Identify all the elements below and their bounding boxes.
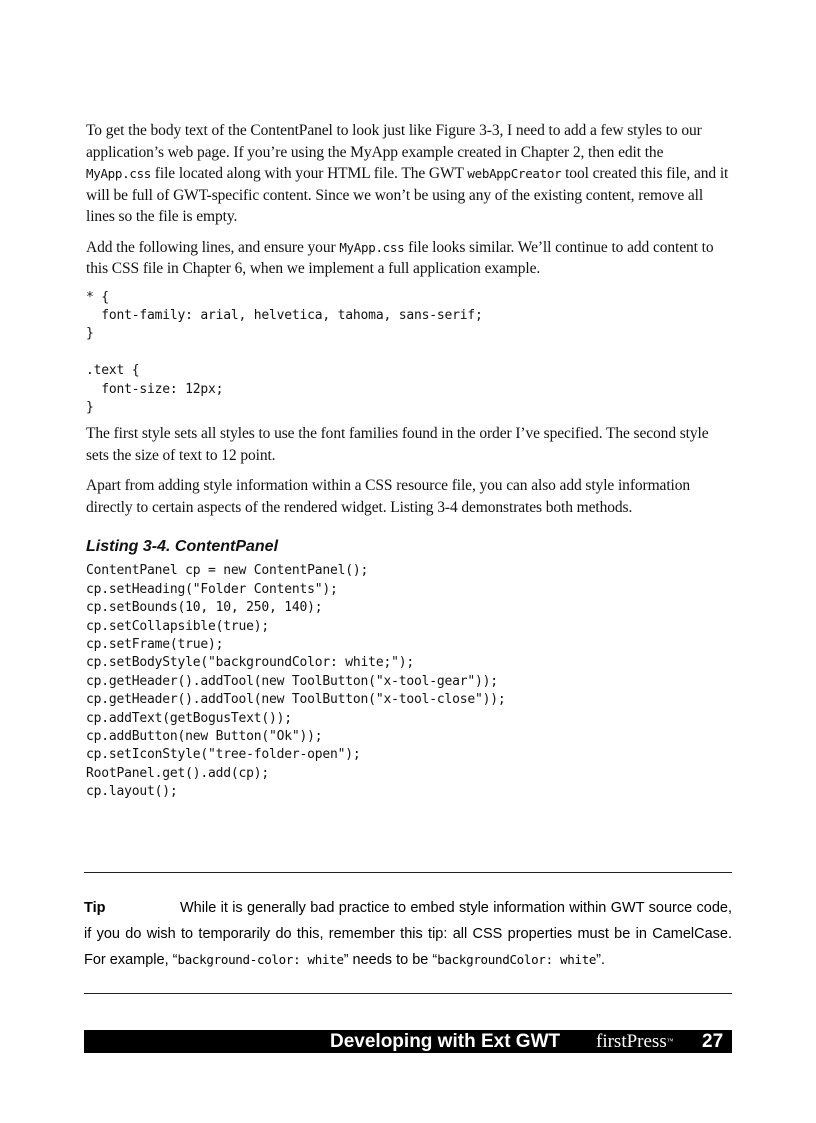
- footer-page-number: 27: [702, 1031, 724, 1052]
- inline-code-backgroundcolor: backgroundColor: white: [437, 952, 597, 967]
- tip-label: Tip: [84, 900, 106, 916]
- paragraph-style-methods: Apart from adding style information within a CSS resource file, you can also add style information directly to certain aspects of the rendered widget. Listing 3-4 demonstrates both methods.: [86, 477, 691, 516]
- tip-box: Tip While it is generally bad practice to embed style information within GWT source code, if you do wish to temporarily do this, remember this tip: all CSS properties must be in CamelCase. For example, “background-color: white” needs to be “backgroundColor: white”.: [84, 872, 732, 994]
- page-body: [86, 120, 732, 808]
- css-code-block: * { font-family: arial, helvetica, tahoma, sans-serif; } .text { font-size: 12px; }: [86, 289, 483, 415]
- inline-code-webappcreator: webAppCreator: [467, 166, 562, 181]
- footer-brand-logo: firstPress™: [596, 1031, 674, 1052]
- paragraph-intro: To get the body text of the ContentPanel to look just like Figure 3-3, I need to add a few styles to our application’s web page. If you’re using the MyApp example created in Chapter 2, then edit the MyApp.css file located along with your HTML file. The GWT webAppCreator tool created this file, and it will be full of GWT-specific content. Since we won’t be using any of the existing content, remove all lines so the file is empty.: [86, 122, 729, 225]
- listing-code-block: ContentPanel cp = new ContentPanel(); cp.setHeading("Folder Contents"); cp.setBounds(10, 10, 250, 140); cp.setCollapsible(true); cp.setFrame(true); cp.setBodyStyle("backgroundColor: white;"); cp.getHeader().addTool(new ToolButton("x-tool-gear")); cp.getHeader().addTool(new ToolButton("x-tool-close")); cp.addText(getBogusText()); cp.addButton(new Button("Ok")); cp.setIconStyle("tree-folder-open"); RootPanel.get().add(cp); cp.layout();: [86, 563, 506, 800]
- inline-code-background-color: background-color: white: [177, 952, 344, 967]
- inline-code-myapp-css: MyApp.css: [86, 166, 152, 181]
- footer-book-title: Developing with Ext GWT: [330, 1031, 561, 1052]
- listing-title: Listing 3-4. ContentPanel: [86, 538, 279, 556]
- paragraph-add-lines: Add the following lines, and ensure your MyApp.css file looks similar. We’ll continue to add content to this CSS file in Chapter 6, when we implement a full application example.: [86, 238, 714, 277]
- inline-code-myapp-css-2: MyApp.css: [339, 239, 405, 255]
- page-footer: [84, 1030, 732, 1053]
- paragraph-style-explanation: The first style sets all styles to use the font families found in the order I’ve specified. The second style sets the size of text to 12 point.: [86, 425, 709, 464]
